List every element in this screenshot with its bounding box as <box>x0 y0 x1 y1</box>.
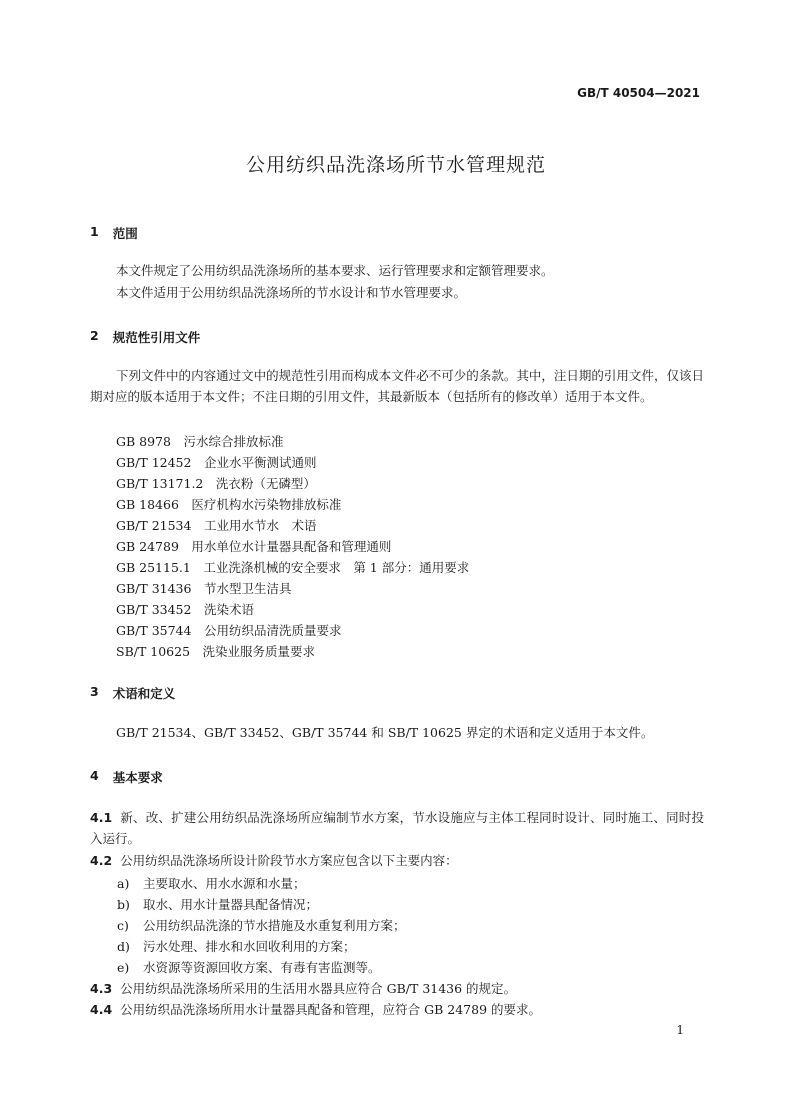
clause-text: 新、改、扩建公用纺织品洗涤场所应编制节水方案，节水设施应与主体工程同时设计、同时施工、同时投入运行。 <box>90 810 704 846</box>
paragraph: 本文件适用于公用纺织品洗涤场所的节水设计和节水管理要求。 <box>116 285 467 300</box>
list-marker: e) <box>117 960 130 975</box>
reference-item: SB/T 10625 洗染业服务质量要求 <box>116 644 316 659</box>
section-3-heading <box>90 684 175 702</box>
list-text: 取水、用水计量器具配备情况； <box>143 897 319 912</box>
paragraph: 下列文件中的内容通过文中的规范性引用而构成本文件必不可少的条款。其中，注日期的引用文件，仅该日期对应的版本适用于本文件；不注日期的引用文件，其最新版本（包括所有的修改单）适用于本文件。 <box>90 368 704 404</box>
list-item <box>117 958 381 976</box>
list-item <box>117 937 356 955</box>
list-item <box>117 895 318 913</box>
section-title: 基本要求 <box>112 770 163 785</box>
clause-4-4 <box>90 999 704 1020</box>
clause-4-3 <box>90 978 704 999</box>
list-marker: b) <box>117 897 130 912</box>
reference-item: GB/T 13171.2 洗衣粉（无磷型） <box>116 476 316 491</box>
reference-item: GB 24789 用水单位水计量器具配备和管理通则 <box>116 539 392 554</box>
list-text: 水资源等资源回收方案、有毒有害监测等。 <box>143 960 381 975</box>
list-text: 主要取水、用水水源和水量； <box>143 876 306 891</box>
page-number: 1 <box>676 1023 684 1037</box>
clause-number: 4.4 <box>90 1002 113 1017</box>
section-title: 术语和定义 <box>112 686 176 701</box>
list-text: 公用纺织品洗涤的节水措施及水重复利用方案； <box>143 918 406 933</box>
reference-item: GB/T 21534 工业用水节水 术语 <box>116 518 317 533</box>
section-number: 1 <box>90 224 99 239</box>
paragraph: 本文件规定了公用纺织品洗涤场所的基本要求、运行管理要求和定额管理要求。 <box>116 263 554 278</box>
clause-text: 公用纺织品洗涤场所用水计量器具配备和管理，应符合 GB 24789 的要求。 <box>120 1002 542 1017</box>
reference-item: GB/T 31436 节水型卫生洁具 <box>116 581 292 596</box>
clause-number: 4.1 <box>90 810 113 825</box>
list-item <box>117 874 306 892</box>
section-1-heading <box>90 224 138 242</box>
reference-item: GB/T 35744 公用纺织品清洗质量要求 <box>116 623 342 638</box>
reference-item: GB/T 12452 企业水平衡测试通则 <box>116 455 317 470</box>
clause-text: 公用纺织品洗涤场所设计阶段节水方案应包含以下主要内容： <box>120 853 458 868</box>
document-title: 公用纺织品洗涤场所节水管理规范 <box>245 154 546 176</box>
reference-item: GB/T 33452 洗染术语 <box>116 602 254 617</box>
standard-code: GB/T 40504—2021 <box>577 86 700 100</box>
section-4-heading <box>90 768 163 786</box>
paragraph: GB/T 21534、GB/T 33452、GB/T 35744 和 SB/T 10625 界定的术语和定义适用于本文件。 <box>116 725 654 740</box>
section-2-heading <box>90 328 200 346</box>
list-marker: a) <box>117 876 130 891</box>
reference-item: GB 18466 医疗机构水污染物排放标准 <box>116 497 342 512</box>
section-number: 4 <box>90 768 99 783</box>
section-number: 3 <box>90 684 99 699</box>
clause-number: 4.3 <box>90 981 113 996</box>
section-title: 规范性引用文件 <box>112 330 201 345</box>
clause-number: 4.2 <box>90 853 113 868</box>
section-number: 2 <box>90 328 99 343</box>
reference-item: GB 8978 污水综合排放标准 <box>116 434 284 449</box>
list-marker: c) <box>117 918 129 933</box>
clause-4-2 <box>90 850 704 871</box>
list-text: 污水处理、排水和水回收利用的方案； <box>143 939 356 954</box>
clause-4-1 <box>90 807 704 849</box>
reference-item: GB 25115.1 工业洗涤机械的安全要求 第 1 部分：通用要求 <box>116 560 470 575</box>
list-item <box>117 916 406 934</box>
section-title: 范围 <box>112 226 138 241</box>
list-marker: d) <box>117 939 130 954</box>
clause-text: 公用纺织品洗涤场所采用的生活用水器具应符合 GB/T 31436 的规定。 <box>120 981 517 996</box>
